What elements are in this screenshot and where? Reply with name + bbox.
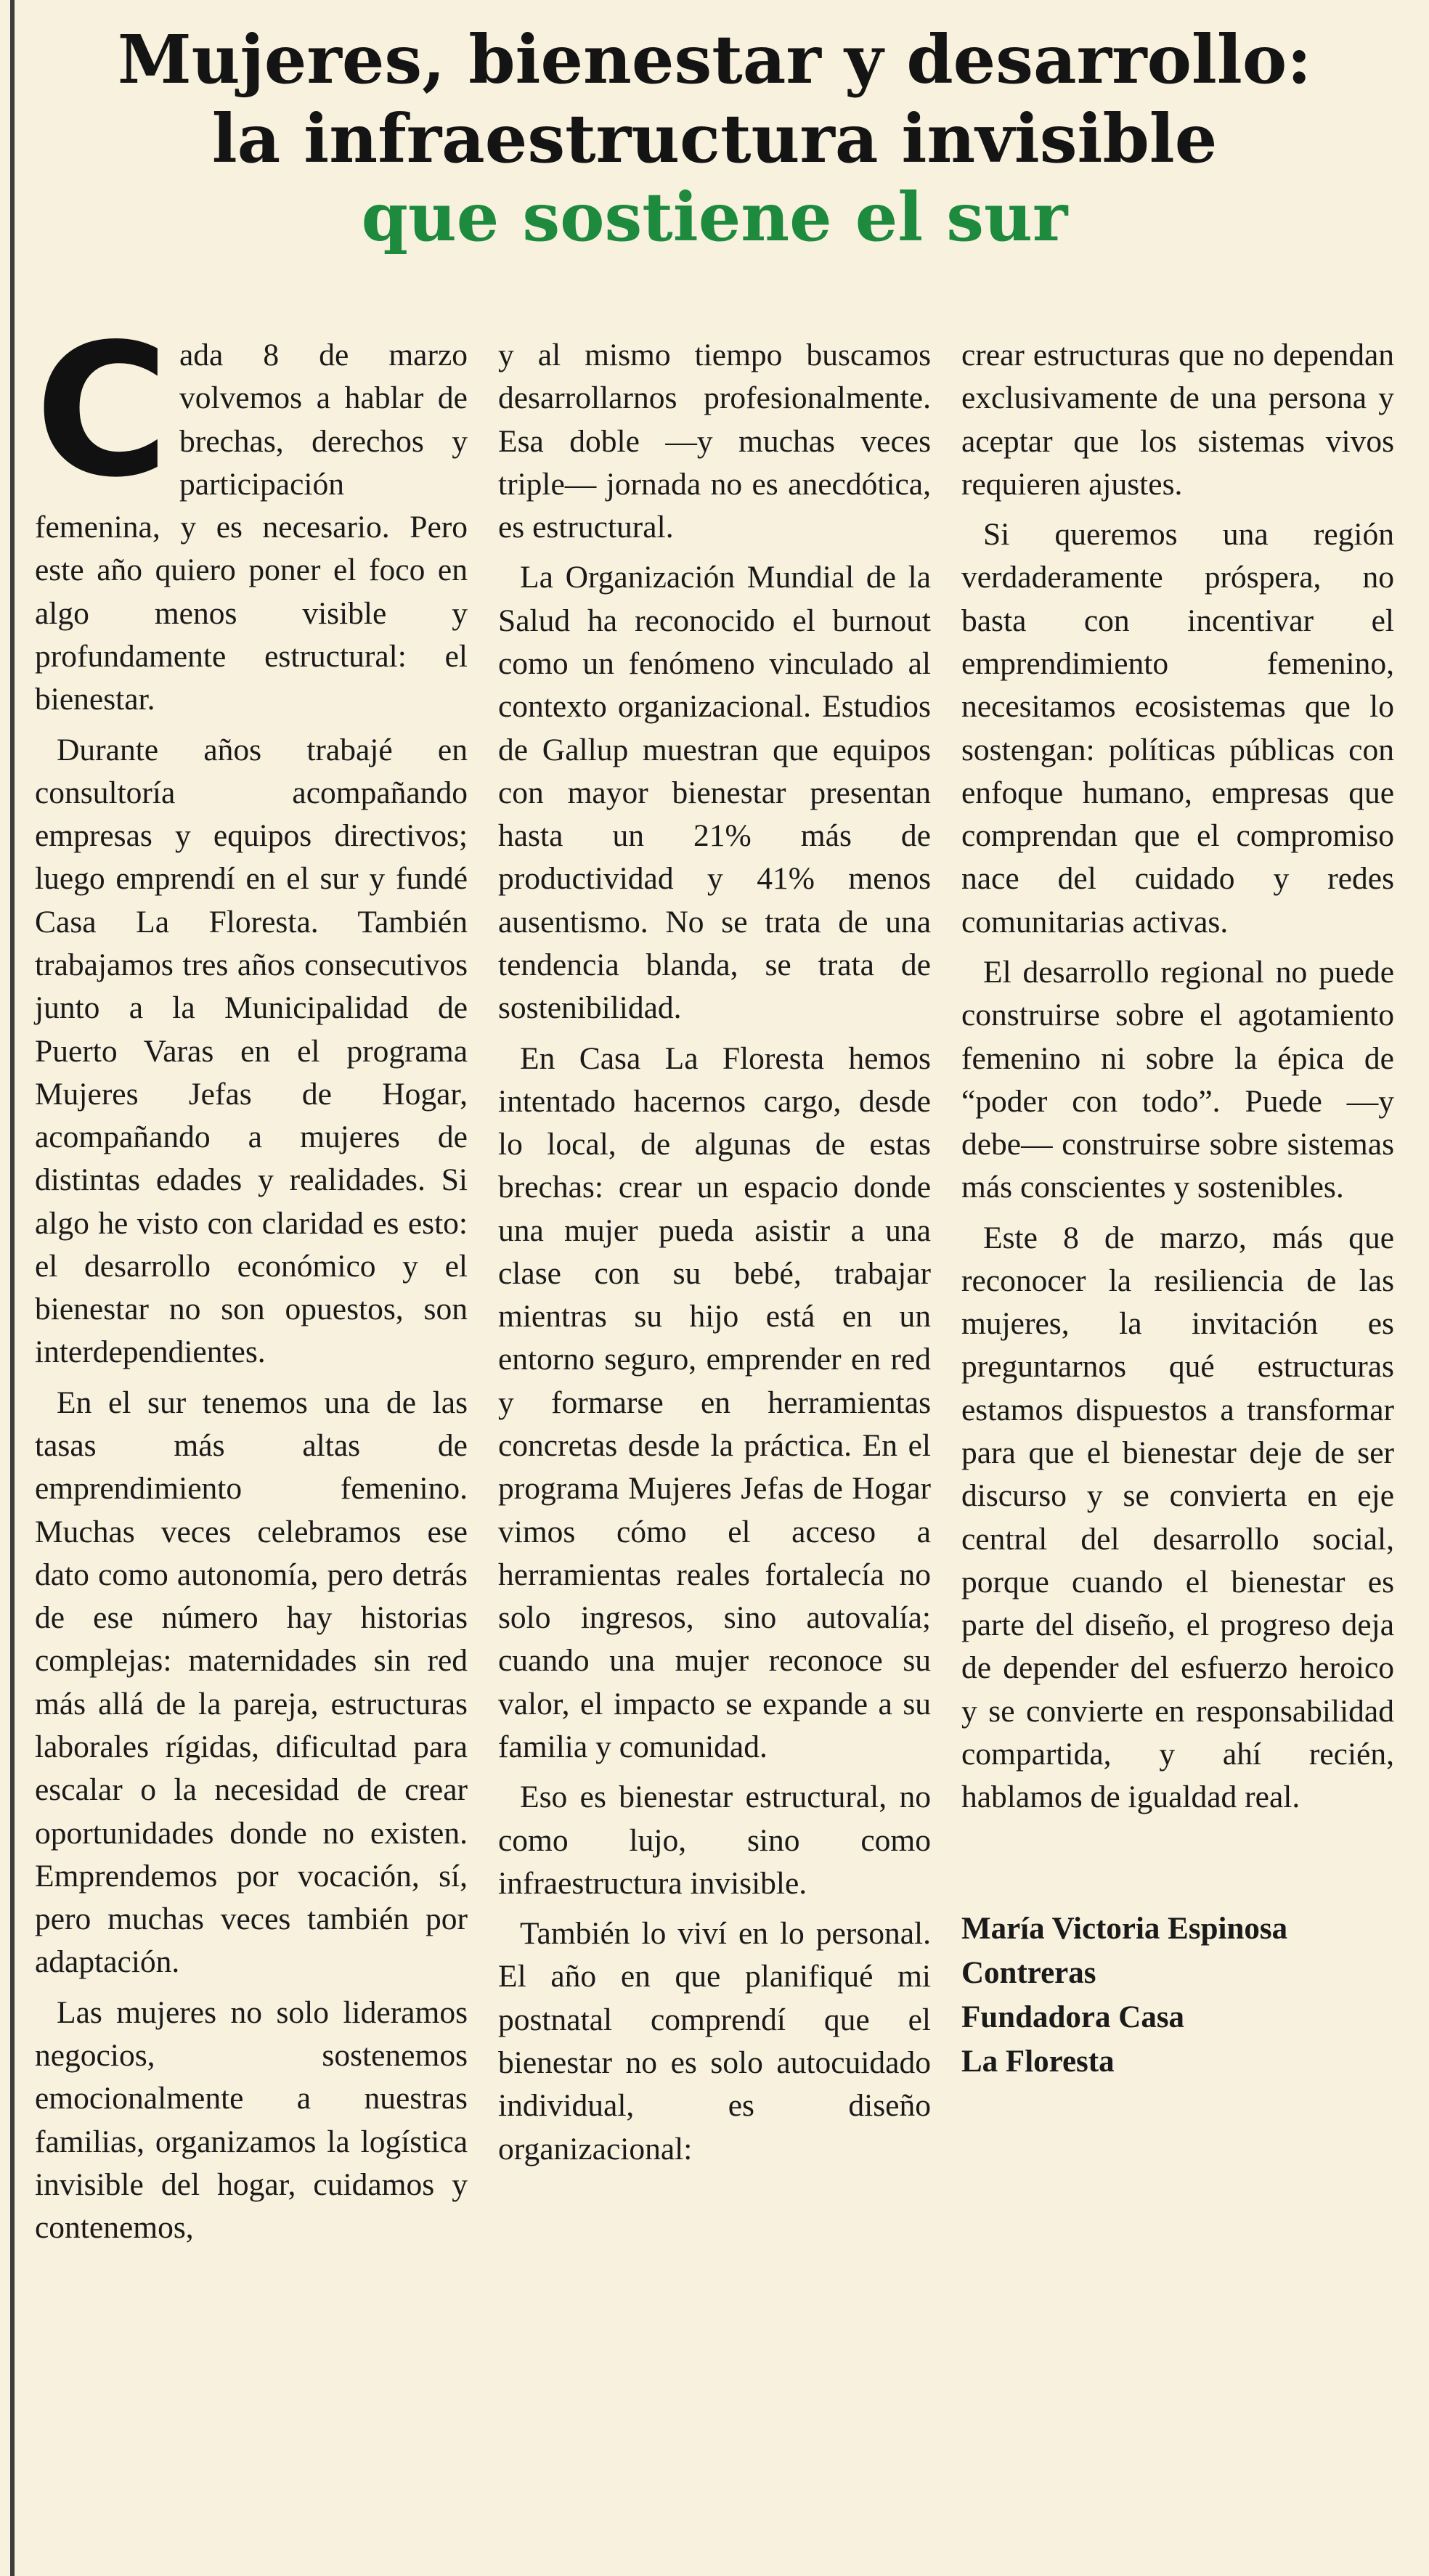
paragraph: Si queremos una región verdaderamente próspera, no basta con incentivar el emprendimiento femenino, necesitamos ecosistemas que lo sostengan: políticas públicas con enfoque humano, empresas que comprendan que el compromiso nace del cuidado y redes comunitarias activas. bbox=[961, 517, 1394, 939]
author-name-line-1: María Victoria Espinosa bbox=[961, 1911, 1288, 1946]
paragraph: y al mismo tiempo buscamos desarrollarnos profesionalmente. Esa doble —y muchas veces triple— jornada no es anecdótica, es estructural. bbox=[498, 338, 931, 545]
paragraph: En el sur tenemos una de las tasas más altas de emprendimiento femenino. Muchas veces celebramos ese dato como autonomía, pero detrás de ese número hay historias complejas: maternidades sin red más allá de la pareja, estructuras laborales rígidas, dificultad para escalar o la necesidad de crear oportunidades donde no existen. Emprendemos por vocación, sí, pero muchas veces también por adaptación. bbox=[35, 1385, 468, 1980]
paragraph: Durante años trabajé en consultoría acompañando empresas y equipos directivos; luego emprendí en el sur y fundé Casa La Floresta. También trabajamos tres años consecutivos junto a la Municipalidad de Puerto Varas en el programa Mujeres Jefas de Hogar, acompañando a mujeres de distintas edades y realidades. Si algo he visto con claridad es esto: el desarrollo económico y el bienestar no son opuestos, son interdependientes. bbox=[35, 732, 468, 1370]
paragraph bbox=[35, 305, 468, 722]
paragraph: Este 8 de marzo, más que reconocer la resiliencia de las mujeres, la invitación es preguntarnos qué estructuras estamos dispuestos a transformar para que el bienestar deje de ser discurso y se convierta en eje central del desarrollo social, porque cuando el bienestar es parte del diseño, el progreso deja de depender del esfuerzo heroico y se convierte en responsabilidad compartida, y ahí recién, hablamos de igualdad real. bbox=[961, 1220, 1394, 1815]
headline-line-3: que sostiene el sur bbox=[361, 178, 1068, 257]
paragraph: crear estructuras que no dependan exclusivamente de una persona y aceptar que los sistemas vivos requieren ajustes. bbox=[961, 338, 1394, 502]
paragraph: La Organización Mundial de la Salud ha reconocido el burnout como un fenómeno vinculado al contexto organizacional. Estudios de Gallup muestran que equipos con mayor bienestar presentan hasta un 21% más de productividad y 41% menos ausentismo. No se trata de una tendencia blanda, se trata de sostenibilidad. bbox=[498, 560, 931, 1026]
paragraph: También lo viví en lo personal. El año en que planifiqué mi postnatal comprendí que el bienestar no es solo autocuidado individual, es diseño organizacional: bbox=[498, 1916, 931, 2167]
column-2 bbox=[498, 334, 931, 2257]
paragraph: Las mujeres no solo lideramos negocios, sostenemos emocionalmente a nuestras familias, organizamos la logística invisible del hogar, cuidamos y contenemos, bbox=[35, 1994, 468, 2246]
headline-line-1: Mujeres, bienestar y desarrollo: bbox=[117, 20, 1312, 99]
column-1 bbox=[35, 305, 468, 2257]
headline bbox=[29, 20, 1400, 257]
headline-line-2: la infraestructura invisible bbox=[211, 99, 1218, 178]
paragraph-text: ada 8 de marzo volvemos a hablar de brechas, derechos y participación femenina, y es necesario. Pero este año quiero poner el foco en algo menos visible y profundamente estructural: el bienestar. bbox=[35, 338, 468, 717]
paragraph: Eso es bienestar estructural, no como lujo, sino como infraestructura invisible. bbox=[498, 1780, 931, 1901]
left-border-rule bbox=[10, 0, 15, 2576]
article-body bbox=[35, 305, 1394, 2257]
author-role-line-2: La Floresta bbox=[961, 2044, 1115, 2079]
paragraph: El desarrollo regional no puede construirse sobre el agotamiento femenino ni sobre la épica de “poder con todo”. Puede —y debe— construirse sobre sistemas más conscientes y sostenibles. bbox=[961, 954, 1394, 1205]
author-name-line-2: Contreras bbox=[961, 1955, 1096, 1990]
column-3 bbox=[961, 334, 1394, 2257]
author-signature bbox=[961, 1907, 1394, 2084]
paragraph: En Casa La Floresta hemos intentado hacernos cargo, desde lo local, de algunas de estas brechas: crear un espacio donde una mujer pueda asistir a una clase con su bebé, trabajar mientras su hijo está en un entorno seguro, emprender en red y formarse en herramientas concretas desde la práctica. En el programa Mujeres Jefas de Hogar vimos cómo el acceso a herramientas reales fortalecía no solo ingresos, sino autovalía; cuando una mujer reconoce su valor, el impacto se expande a su familia y comunidad. bbox=[498, 1040, 931, 1764]
author-role-line-1: Fundadora Casa bbox=[961, 2000, 1185, 2034]
drop-cap: C bbox=[35, 305, 169, 518]
